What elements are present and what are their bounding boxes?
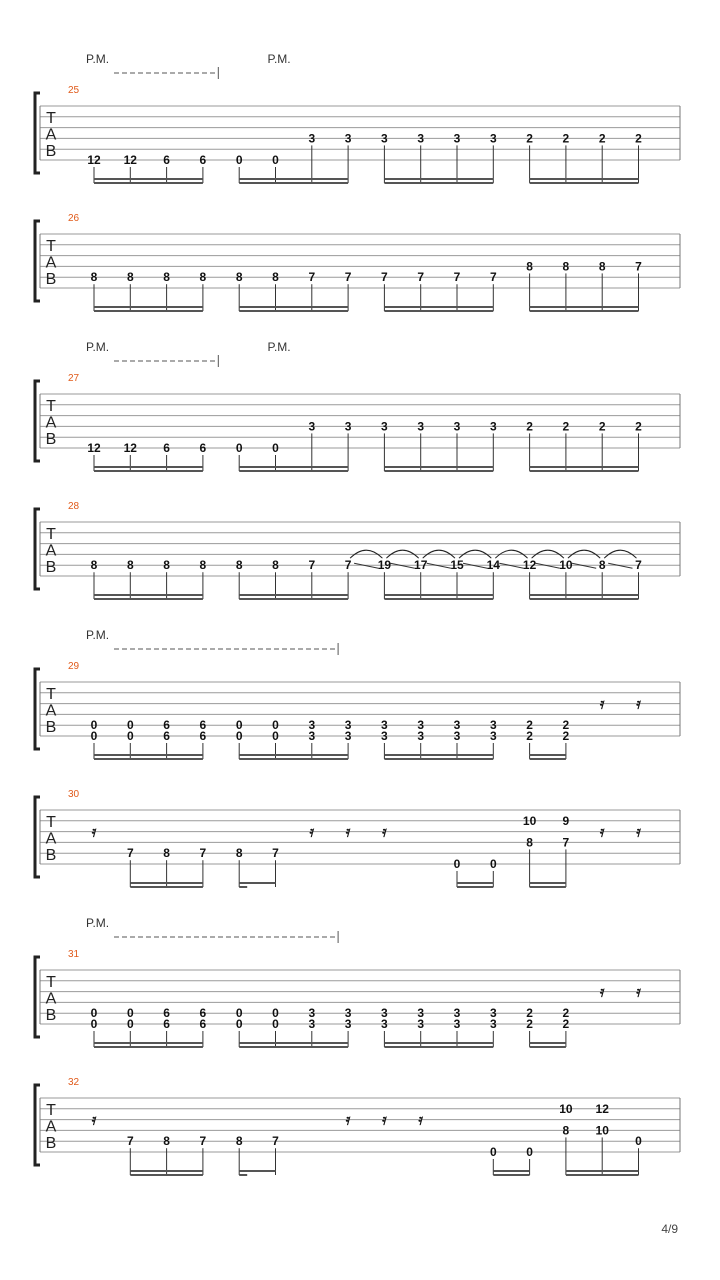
fret-number: 3 — [489, 718, 497, 733]
fret-number: 3 — [344, 1006, 352, 1021]
fret-number: 3 — [417, 1017, 425, 1031]
fret-number: 0 — [272, 441, 279, 455]
beam — [384, 594, 493, 596]
fret-number: 2 — [635, 419, 642, 434]
beam — [239, 1170, 275, 1172]
tab-clef-letter: B — [45, 1135, 57, 1152]
fret-number: 6 — [163, 441, 170, 455]
fret-number: 6 — [163, 1006, 170, 1021]
fret-number: 8 — [163, 270, 170, 285]
tab-clef-letter: T — [46, 110, 56, 127]
fret-number: 3 — [417, 729, 425, 743]
fret-number: 7 — [272, 1134, 279, 1149]
sixteenth-rest: 𝄿 — [382, 823, 387, 841]
palm-mute-label: P.M. — [267, 52, 291, 66]
fret-number: 3 — [344, 419, 352, 434]
measure-number: 28 — [68, 501, 80, 512]
tab-clef-letter: T — [46, 974, 56, 991]
fret-number: 0 — [272, 1006, 279, 1021]
fret-number: 10 — [559, 558, 573, 573]
tab-clef-letter: A — [45, 542, 57, 560]
fret-number: 7 — [308, 270, 316, 285]
sixteenth-rest: 𝄿 — [636, 695, 641, 713]
beam — [384, 310, 493, 312]
beam — [94, 470, 203, 472]
fret-number: 8 — [562, 259, 570, 274]
fret-number: 7 — [344, 558, 352, 573]
beam — [457, 882, 493, 884]
fret-number: 15 — [450, 558, 464, 573]
beam — [530, 182, 639, 184]
fret-number: 3 — [308, 1017, 316, 1031]
measure-number: 31 — [68, 949, 80, 960]
beam — [239, 758, 348, 760]
fret-number: 7 — [417, 270, 425, 285]
tab-clef-letter: T — [46, 526, 56, 543]
beam — [530, 466, 639, 468]
fret-number: 3 — [344, 1017, 352, 1031]
fret-number: 8 — [163, 846, 170, 861]
fret-number: 0 — [235, 153, 243, 167]
beam — [530, 754, 566, 756]
fret-number: 0 — [635, 1134, 642, 1149]
beam — [94, 306, 203, 308]
tab-clef-letter: B — [45, 271, 57, 288]
palm-mute-label: P.M. — [86, 628, 110, 642]
fret-number: 0 — [489, 1145, 497, 1159]
fret-number: 2 — [562, 131, 570, 146]
fret-number: 8 — [598, 558, 606, 573]
sixteenth-rest: 𝄿 — [91, 1111, 97, 1129]
tab-clef-letter: A — [45, 414, 57, 432]
sixteenth-rest: 𝄿 — [599, 823, 605, 841]
fret-number: 6 — [199, 718, 207, 733]
fret-number: 6 — [199, 1006, 207, 1021]
beam — [530, 594, 639, 596]
beam — [239, 598, 348, 600]
fret-number: 2 — [526, 1017, 533, 1031]
fret-number: 2 — [526, 718, 533, 733]
palm-mute-label: P.M. — [86, 340, 110, 354]
fret-number: 3 — [453, 419, 461, 434]
tab-clef-letter: A — [45, 1118, 57, 1136]
system-bracket — [35, 669, 40, 749]
palm-mute-label: P.M. — [267, 340, 291, 354]
fret-number: 0 — [272, 729, 279, 743]
sixteenth-rest: 𝄿 — [636, 983, 641, 1001]
tab-clef-letter: B — [45, 847, 57, 864]
fret-number: 8 — [90, 270, 98, 285]
fret-number: 3 — [417, 419, 425, 434]
fret-number: 8 — [526, 259, 533, 274]
fret-number: 8 — [163, 558, 170, 573]
measure-number: 29 — [68, 661, 80, 672]
beam — [94, 598, 203, 600]
fret-number: 8 — [562, 1123, 570, 1138]
fret-number: 6 — [163, 153, 170, 167]
tab-clef-letter: A — [45, 126, 57, 144]
tab-clef-letter: T — [46, 814, 56, 831]
beam — [530, 598, 639, 600]
fret-number: 10 — [559, 1101, 573, 1116]
beam — [384, 758, 493, 760]
fret-number: 6 — [199, 441, 207, 455]
beam — [530, 306, 639, 308]
fret-number: 3 — [344, 729, 352, 743]
system-bracket — [35, 221, 40, 301]
tab-clef-letter: T — [46, 1102, 56, 1119]
fret-number: 3 — [489, 729, 497, 743]
fret-number: 2 — [598, 131, 606, 146]
fret-number: 14 — [486, 558, 500, 573]
fret-number: 2 — [526, 419, 533, 434]
beam — [130, 1170, 203, 1172]
fret-number: 0 — [126, 718, 134, 733]
fret-number: 3 — [308, 718, 316, 733]
tab-clef-letter: A — [45, 702, 57, 720]
beam — [239, 754, 348, 756]
tab-clef-letter: A — [45, 990, 57, 1008]
fret-number: 3 — [381, 1006, 388, 1021]
fret-number: 2 — [562, 718, 570, 733]
beam — [94, 178, 203, 180]
beam — [493, 1174, 529, 1176]
fret-number: 8 — [126, 270, 134, 285]
beam — [94, 466, 203, 468]
fret-number: 12 — [87, 441, 101, 455]
fret-number: 0 — [90, 729, 98, 743]
sixteenth-rest: 𝄿 — [91, 823, 97, 841]
fret-number: 8 — [526, 835, 533, 850]
beam — [130, 886, 203, 888]
sixteenth-rest: 𝄿 — [418, 1111, 423, 1129]
fret-number: 3 — [381, 1017, 388, 1031]
fret-number: 3 — [381, 131, 388, 146]
fret-number: 0 — [235, 1006, 243, 1021]
fret-number: 7 — [308, 558, 316, 573]
beam — [530, 470, 639, 472]
fret-number: 8 — [126, 558, 134, 573]
beam — [94, 594, 203, 596]
fret-number: 3 — [308, 419, 316, 434]
page-number: 4/9 — [661, 1222, 678, 1236]
fret-number: 3 — [344, 718, 352, 733]
fret-number: 3 — [489, 1017, 497, 1031]
system-bracket — [35, 1085, 40, 1165]
beam — [384, 178, 493, 180]
beam — [130, 882, 203, 884]
fret-number: 2 — [562, 1017, 570, 1031]
sixteenth-rest: 𝄿 — [599, 983, 605, 1001]
measure-number: 30 — [68, 789, 80, 800]
fret-number: 8 — [163, 1134, 170, 1149]
beam — [94, 310, 203, 312]
fret-number: 0 — [126, 1006, 134, 1021]
fret-number: 7 — [635, 558, 642, 573]
sixteenth-rest: 𝄿 — [382, 1111, 387, 1129]
tab-clef-letter: B — [45, 559, 57, 576]
fret-number: 2 — [562, 1006, 570, 1021]
fret-number: 3 — [344, 131, 352, 146]
fret-number: 12 — [522, 558, 537, 573]
fret-number: 8 — [199, 270, 207, 285]
fret-number: 17 — [414, 558, 428, 573]
beam — [239, 466, 348, 468]
fret-number: 2 — [562, 419, 570, 434]
beam — [566, 1170, 639, 1172]
system-bracket — [35, 93, 40, 173]
fret-number: 0 — [235, 441, 243, 455]
fret-number: 2 — [526, 1006, 533, 1021]
fret-number: 8 — [90, 558, 98, 573]
fret-number: 0 — [90, 1017, 98, 1031]
fret-number: 12 — [123, 153, 137, 167]
fret-number: 8 — [199, 558, 207, 573]
fret-number: 3 — [453, 1017, 461, 1031]
fret-number: 3 — [417, 1006, 425, 1021]
fret-number: 3 — [308, 1006, 316, 1021]
fret-number: 10 — [595, 1123, 609, 1138]
fret-number: 3 — [308, 131, 316, 146]
beam-hook — [239, 1174, 247, 1176]
fret-number: 0 — [235, 718, 243, 733]
tab-clef-letter: T — [46, 238, 56, 255]
fret-number: 12 — [87, 153, 101, 167]
fret-number: 3 — [489, 1006, 497, 1021]
system-bracket — [35, 797, 40, 877]
tab-clef-letter: B — [45, 431, 57, 448]
fret-number: 7 — [126, 1134, 134, 1149]
fret-number: 7 — [453, 270, 461, 285]
fret-number: 12 — [595, 1101, 609, 1116]
fret-number: 6 — [199, 1017, 207, 1031]
fret-number: 8 — [598, 259, 606, 274]
beam — [493, 1170, 529, 1172]
beam — [130, 1174, 203, 1176]
beam — [239, 306, 348, 308]
palm-mute-label: P.M. — [86, 916, 110, 930]
beam — [384, 1042, 493, 1044]
fret-number: 8 — [235, 558, 243, 573]
beam — [457, 886, 493, 888]
tab-clef-letter: T — [46, 686, 56, 703]
beam — [384, 754, 493, 756]
fret-number: 7 — [344, 270, 352, 285]
beam — [384, 598, 493, 600]
fret-number: 3 — [381, 718, 388, 733]
fret-number: 6 — [199, 153, 207, 167]
system-bracket — [35, 509, 40, 589]
tab-clef-letter: A — [45, 830, 57, 848]
fret-number: 7 — [126, 846, 134, 861]
tab-clef-letter: A — [45, 254, 57, 272]
fret-number: 3 — [453, 1006, 461, 1021]
fret-number: 2 — [526, 131, 533, 146]
system-bracket — [35, 957, 40, 1037]
fret-number: 6 — [163, 729, 170, 743]
beam — [384, 466, 493, 468]
measure-number: 27 — [68, 373, 80, 384]
fret-number: 0 — [90, 1006, 98, 1021]
fret-number: 9 — [562, 813, 570, 828]
beam — [530, 1042, 566, 1044]
sixteenth-rest: 𝄿 — [636, 823, 641, 841]
fret-number: 2 — [526, 729, 533, 743]
sixteenth-rest: 𝄿 — [309, 823, 315, 841]
fret-number: 6 — [163, 1017, 170, 1031]
fret-number: 3 — [417, 131, 425, 146]
fret-number: 3 — [308, 729, 316, 743]
beam — [384, 470, 493, 472]
fret-number: 8 — [272, 558, 279, 573]
beam — [384, 1046, 493, 1048]
beam — [239, 310, 348, 312]
fret-number: 2 — [562, 729, 570, 743]
beam — [530, 178, 639, 180]
beam — [94, 758, 203, 760]
sixteenth-rest: 𝄿 — [345, 1111, 351, 1129]
fret-number: 0 — [90, 718, 98, 733]
fret-number: 2 — [635, 131, 642, 146]
tab-clef-letter: B — [45, 1007, 57, 1024]
beam — [530, 310, 639, 312]
fret-number: 0 — [272, 718, 279, 733]
fret-number: 6 — [199, 729, 207, 743]
fret-number: 0 — [235, 729, 243, 743]
fret-number: 2 — [598, 419, 606, 434]
sixteenth-rest: 𝄿 — [599, 695, 605, 713]
tab-clef-letter: T — [46, 398, 56, 415]
beam — [94, 1046, 203, 1048]
measure-number: 25 — [68, 85, 80, 96]
beam — [384, 306, 493, 308]
beam — [530, 1046, 566, 1048]
fret-number: 8 — [272, 270, 279, 285]
beam — [530, 886, 566, 888]
beam — [239, 470, 348, 472]
beam — [566, 1174, 639, 1176]
fret-number: 7 — [381, 270, 388, 285]
fret-number: 0 — [526, 1145, 533, 1159]
fret-number: 7 — [199, 846, 207, 861]
fret-number: 0 — [126, 729, 134, 743]
fret-number: 3 — [381, 419, 388, 434]
sixteenth-rest: 𝄿 — [345, 823, 351, 841]
fret-number: 3 — [417, 718, 425, 733]
tab-clef-letter: B — [45, 719, 57, 736]
measure-number: 32 — [68, 1077, 80, 1088]
fret-number: 7 — [489, 270, 497, 285]
beam — [94, 1042, 203, 1044]
beam — [384, 182, 493, 184]
beam — [239, 594, 348, 596]
tab-clef-letter: B — [45, 143, 57, 160]
fret-number: 3 — [489, 419, 497, 434]
fret-number: 7 — [272, 846, 279, 861]
beam — [530, 758, 566, 760]
fret-number: 8 — [235, 270, 243, 285]
fret-number: 10 — [522, 813, 537, 828]
beam — [239, 882, 275, 884]
fret-number: 6 — [163, 718, 170, 733]
fret-number: 0 — [489, 857, 497, 871]
beam — [239, 1042, 348, 1044]
fret-number: 0 — [272, 1017, 279, 1031]
beam — [239, 1046, 348, 1048]
fret-number: 19 — [377, 558, 392, 573]
fret-number: 8 — [235, 1134, 243, 1149]
fret-number: 8 — [235, 846, 243, 861]
fret-number: 7 — [199, 1134, 207, 1149]
palm-mute-label: P.M. — [86, 52, 110, 66]
beam — [94, 754, 203, 756]
fret-number: 12 — [123, 441, 137, 455]
beam — [239, 182, 348, 184]
beam — [239, 178, 348, 180]
fret-number: 0 — [235, 1017, 243, 1031]
fret-number: 0 — [453, 857, 461, 871]
measure-number: 26 — [68, 213, 80, 224]
fret-number: 3 — [489, 131, 497, 146]
fret-number: 3 — [381, 729, 388, 743]
system-bracket — [35, 381, 40, 461]
fret-number: 7 — [635, 259, 642, 274]
fret-number: 7 — [562, 835, 570, 850]
beam-hook — [239, 886, 247, 888]
beam — [530, 882, 566, 884]
fret-number: 3 — [453, 718, 461, 733]
fret-number: 3 — [453, 729, 461, 743]
fret-number: 0 — [272, 153, 279, 167]
fret-number: 0 — [126, 1017, 134, 1031]
fret-number: 3 — [453, 131, 461, 146]
beam — [94, 182, 203, 184]
